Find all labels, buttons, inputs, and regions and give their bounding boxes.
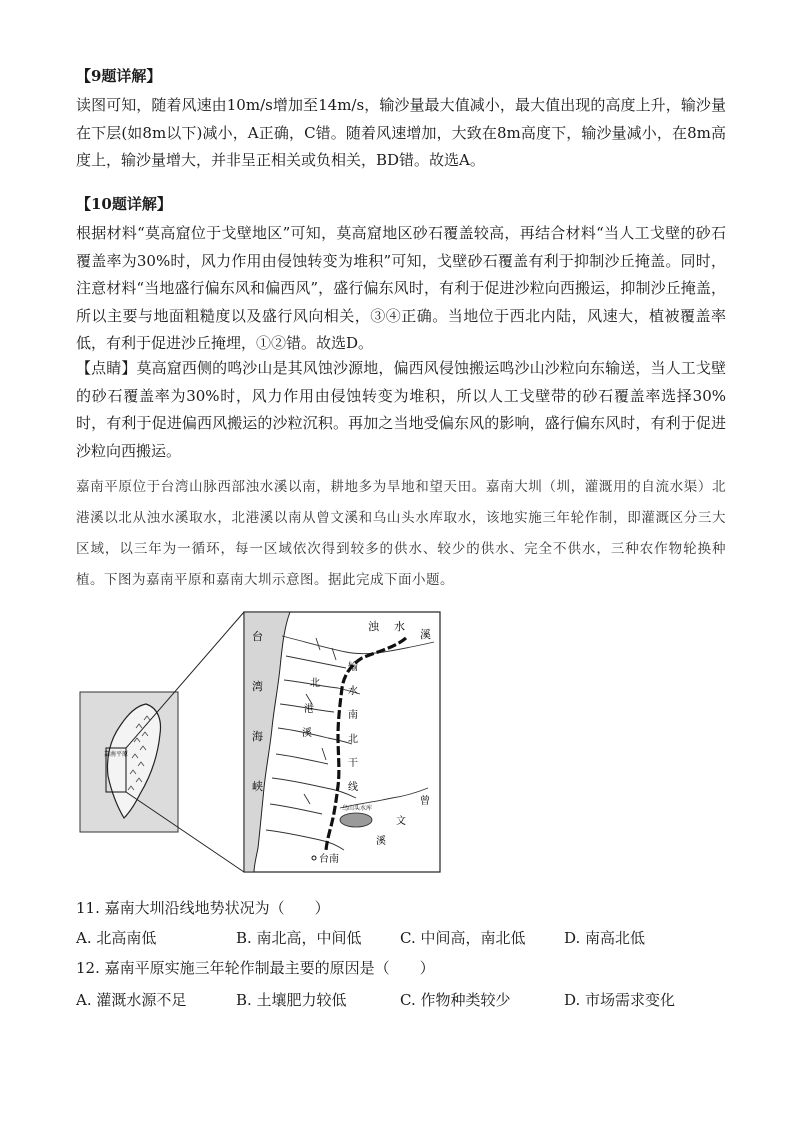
q11-stem: 11. 嘉南大圳沿线地势状况为（ ） [76, 899, 330, 917]
q11-option-b[interactable]: B. 南北高，中间低 [236, 929, 362, 947]
question-intro: 嘉南平原位于台湾山脉西部浊水溪以南，耕地多为旱地和望天田。嘉南大圳（圳，灌溉用的自流水渠）北港溪以北从浊水溪取水，北港溪以南从曾文溪和乌山头水库取水，该地实施三年轮作制，即灌溉区分三大区域，以三年为一循环，每一区域依次得到较多的供水、较少的供水、完全不供水，三种农作物轮换种植。下图为嘉南平原和嘉南大圳示意图。据此完成下面小题。 [76, 479, 726, 588]
label-canal-3: 南 [348, 710, 358, 721]
label-tainan: 台南 [319, 854, 339, 865]
comment-paragraph: 【点睛】莫高窟西侧的鸣沙山是其风蚀沙源地，偏西风侵蚀搬运鸣沙山沙粒向东输送，当人工戈壁的砂石覆盖率为30%时，风力作用由侵蚀转变为堆积，所以人工戈壁带的砂石覆盖率选择30%时，有利于促进偏西风搬运的沙粒沉积。再加之当地受偏东风的影响，盛行偏东风时，有利于促进沙粒向西搬运。 [76, 359, 726, 460]
label-canal-4: 北 [348, 734, 358, 745]
label-canal-2: 水 [348, 686, 358, 697]
jianan-map-figure [76, 608, 456, 876]
q12-option-a[interactable]: A. 灌溉水源不足 [76, 991, 187, 1009]
inset-label: 嘉南平原 [103, 751, 129, 758]
label-canal-1: 输 [348, 662, 358, 673]
label-hai: 海 [252, 730, 263, 743]
q10-explanation: 根据材料“莫高窟位于戈壁地区”可知，莫高窟地区砂石覆盖较高，再结合材料“当人工戈壁的砂石覆盖率为30%时，风力作用由侵蚀转变为堆积”可知，戈壁砂石覆盖有利于抑制沙丘掩盖。同时，注意材料“当地盛行偏东风和偏西风”，盛行偏东风时，有利于促进沙粒向西搬运，抑制沙丘掩盖，所以主要与地面粗糙度以及盛行风向相关，③④正确。当地位于西北内陆，风速大，植被覆盖率低，有利于促进沙丘掩埋，①②错。故选D。 [76, 224, 726, 352]
label-reservoir: 乌山头水库 [342, 805, 373, 812]
label-zhuoshui-3: 溪 [420, 628, 431, 641]
label-beigang-3: 溪 [302, 728, 312, 739]
label-tai: 台 [252, 630, 263, 643]
label-xia: 峡 [252, 780, 263, 793]
q9-heading: 【9题详解】 [76, 67, 162, 85]
q12-option-c[interactable]: C. 作物种类较少 [400, 991, 511, 1009]
label-zengwen-1: 曾 [420, 796, 430, 807]
label-zhuoshui-1: 浊 [368, 620, 379, 633]
q12-stem: 12. 嘉南平原实施三年轮作制最主要的原因是（ ） [76, 959, 435, 977]
connector-line-top [126, 612, 244, 748]
q10-heading: 【10题详解】 [76, 195, 172, 213]
reservoir-shape [340, 813, 372, 827]
label-zengwen-2: 文 [396, 816, 406, 827]
label-zhuoshui-2: 水 [394, 620, 405, 633]
label-beigang-2: 港 [304, 704, 314, 715]
q12-option-d[interactable]: D. 市场需求变化 [564, 991, 676, 1009]
label-zengwen-3: 溪 [376, 836, 386, 847]
q11-option-c[interactable]: C. 中间高，南北低 [400, 929, 526, 947]
label-beigang-1: 北 [310, 678, 320, 689]
label-canal-5: 干 [348, 758, 358, 769]
map-svg [76, 608, 456, 876]
q11-option-a[interactable]: A. 北高南低 [76, 929, 157, 947]
label-wan: 湾 [252, 680, 263, 693]
q11-option-d[interactable]: D. 南高北低 [564, 929, 646, 947]
label-canal-6: 线 [348, 782, 358, 793]
q12-option-b[interactable]: B. 土壤肥力较低 [236, 991, 347, 1009]
q9-explanation: 读图可知，随着风速由10m/s增加至14m/s，输沙量最大值减小，最大值出现的高度上升，输沙量在下层(如8m以下)减小，A正确，C错。随着风速增加，大致在8m高度下，输沙量减小，在8m高度上，输沙量增大，并非呈正相关或负相关，BD错。故选A。 [76, 96, 726, 169]
